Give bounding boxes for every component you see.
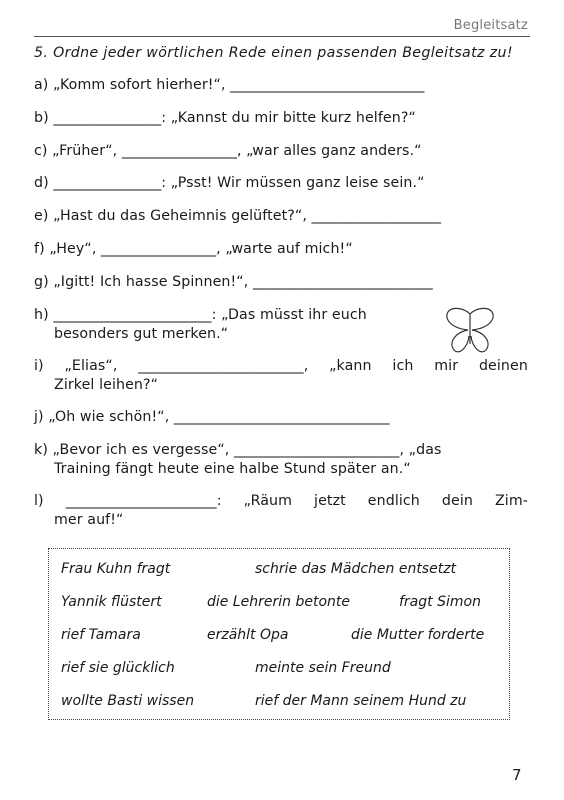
exercise-l-line1 <box>34 492 528 511</box>
word-box-item: Yannik flüstert <box>61 594 162 610</box>
exercise-l <box>34 492 528 530</box>
exercise-a: a) „Komm sofort hierher!“, ___________________________ <box>34 77 425 93</box>
word-box-item: schrie das Mädchen entsetzt <box>255 561 457 577</box>
exercise-l-line2: mer auf!“ <box>54 512 124 528</box>
page-number: 7 <box>512 766 522 784</box>
word-box-item: Frau Kuhn fragt <box>61 561 171 577</box>
exercise-d: d) _______________: „Psst! Wir müssen ganz leise sein.“ <box>34 175 425 191</box>
exercise-l-word: dein <box>441 493 473 509</box>
exercise-f: f) „Hey“, ________________, „warte auf mich!“ <box>34 241 353 257</box>
exercise-i-word: „kann <box>329 358 372 374</box>
exercise-j: j) „Oh wie schön!“, ______________________________ <box>34 409 390 425</box>
exercise-h-line1: h) ______________________: „Das müsst ihr euch <box>34 307 367 323</box>
task-instruction: 5. Ordne jeder wörtlichen Rede einen passenden Begleitsatz zu! <box>34 45 513 61</box>
exercise-l-word: l) <box>34 493 44 509</box>
exercise-i-blank: _______________________, <box>138 358 309 374</box>
exercise-i-word: mir <box>434 358 459 374</box>
exercise-e: e) „Hast du das Geheimnis gelüftet?“, __________________ <box>34 208 442 224</box>
exercise-k-line2: Training fängt heute eine halbe Stund später an.“ <box>54 461 411 477</box>
exercise-i-line1 <box>34 357 528 376</box>
word-box-item: rief sie glücklich <box>61 660 175 676</box>
exercise-l-word: „Räum <box>243 493 293 509</box>
word-box-item: rief der Mann seinem Hund zu <box>255 693 467 709</box>
word-box-item: die Lehrerin betonte <box>207 594 350 610</box>
exercise-l-word: jetzt <box>314 493 346 509</box>
word-box-item: die Mutter forderte <box>351 627 485 643</box>
exercise-k-line1: k) „Bevor ich es vergesse“, _______________________, „das <box>34 442 442 458</box>
exercise-i-line2: Zirkel leihen?“ <box>54 377 159 393</box>
exercise-i-word: „Elias“, <box>64 358 118 374</box>
exercise-l-word: Zim- <box>494 493 528 509</box>
word-box <box>48 548 510 720</box>
word-box-item: rief Tamara <box>61 627 141 643</box>
exercise-g: g) „Igitt! Ich hasse Spinnen!“, _________________________ <box>34 274 433 290</box>
exercise-i-word: deinen <box>478 358 528 374</box>
header-title: Begleitsatz <box>453 18 528 33</box>
exercise-i <box>34 357 528 395</box>
word-box-item: erzählt Opa <box>207 627 289 643</box>
butterfly-icon <box>444 306 496 356</box>
exercise-i-word: ich <box>392 358 414 374</box>
exercise-i-word: i) <box>34 358 44 374</box>
exercise-h-line2: besonders gut merken.“ <box>54 326 229 342</box>
page-header <box>34 18 530 37</box>
exercise-c: c) „Früher“, ________________, „war alles ganz anders.“ <box>34 143 422 159</box>
exercise-l-blank: _____________________: <box>65 493 222 509</box>
word-box-item: wollte Basti wissen <box>61 693 195 709</box>
word-box-item: meinte sein Freund <box>255 660 391 676</box>
exercise-l-word: endlich <box>367 493 420 509</box>
exercise-b: b) _______________: „Kannst du mir bitte kurz helfen?“ <box>34 110 416 126</box>
exercise-k <box>34 441 528 479</box>
word-box-item: fragt Simon <box>399 594 481 610</box>
